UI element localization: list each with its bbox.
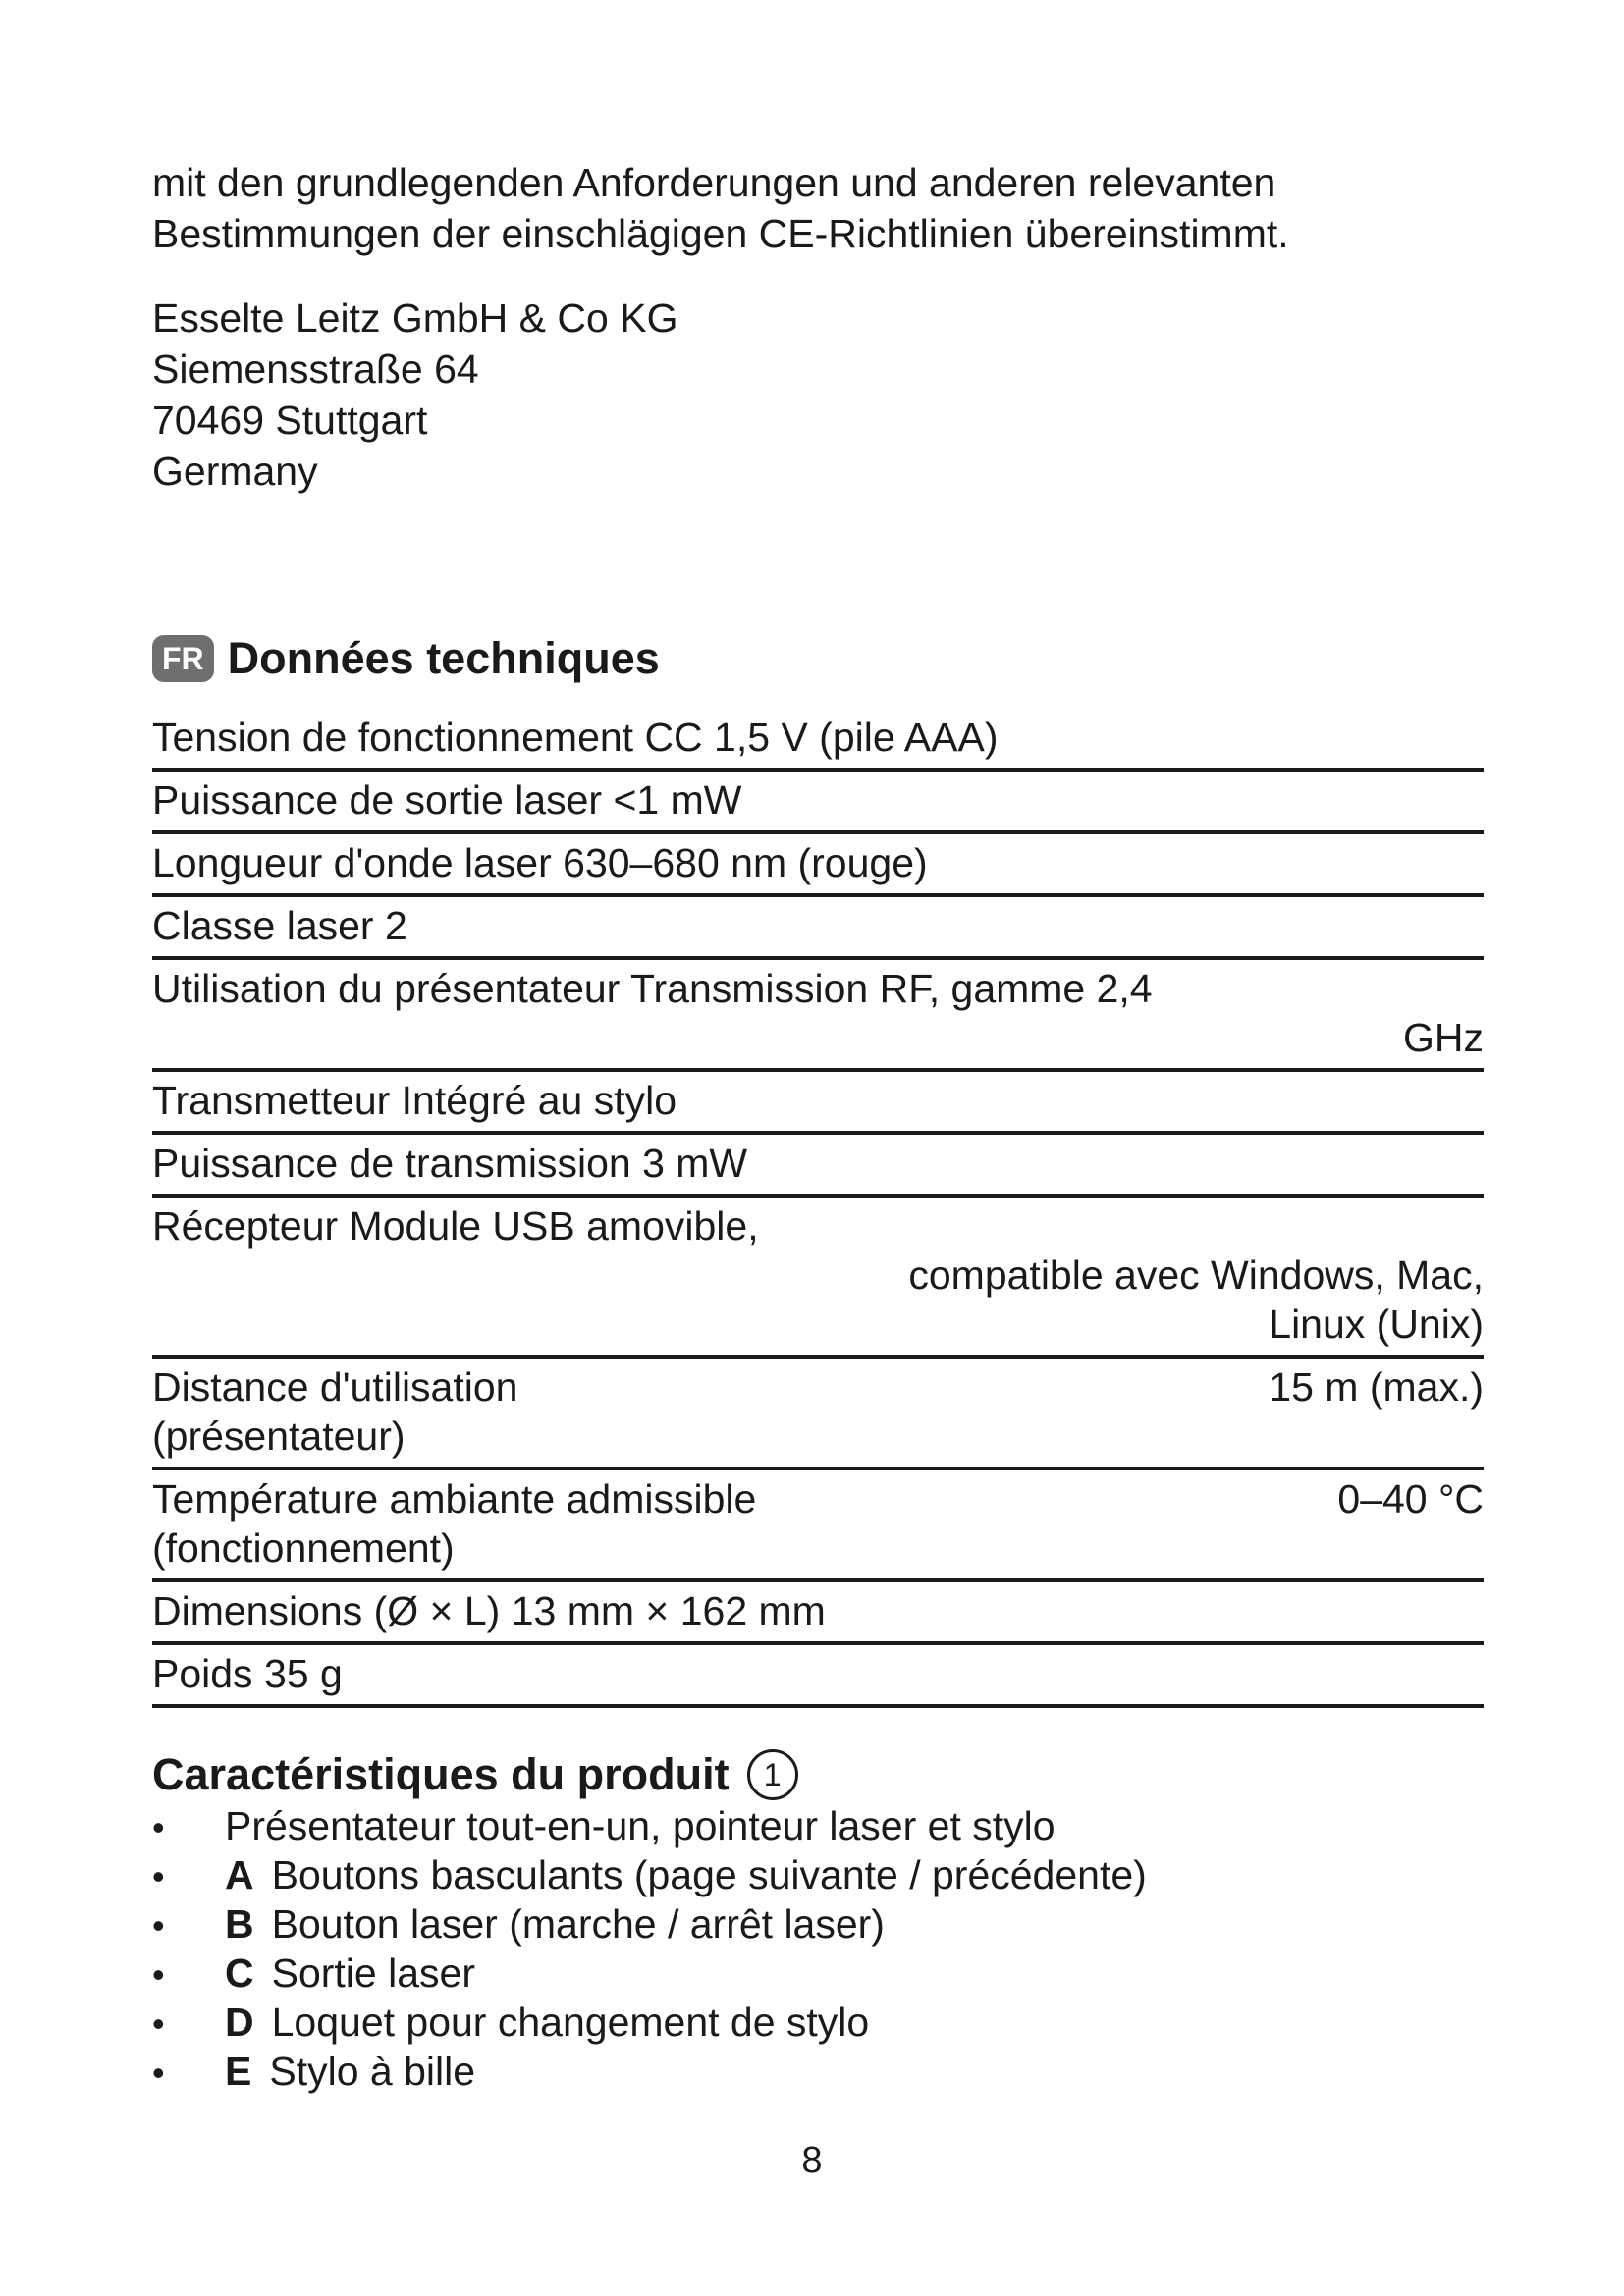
spec-text: Dimensions (Ø × L) 13 mm × 162 mm (152, 1588, 826, 1633)
spec-label (152, 1474, 859, 1573)
list-item (152, 1802, 1484, 1851)
list-item (152, 2048, 1484, 2097)
feature-key: B (225, 1901, 254, 1947)
feature-key: C (225, 1950, 254, 1996)
spec-text: Utilisation du présentateur Transmission RF, gamme 2,4 (152, 966, 1153, 1011)
spec-row (152, 1359, 1484, 1470)
bullet-icon: • (152, 1954, 165, 1995)
spec-row (152, 1582, 1484, 1645)
feature-text: Présentateur tout-en-un, pointeur laser et stylo (225, 1803, 1056, 1848)
spec-text: Poids 35 g (152, 1651, 343, 1696)
figure-reference-icon: 1 (747, 1749, 798, 1800)
spec-row (152, 897, 1484, 960)
feature-text: Stylo à bille (269, 2049, 476, 2094)
bullet-icon: • (152, 1807, 165, 1847)
spec-text: Puissance de transmission 3 mW (152, 1141, 748, 1186)
feature-key: A (225, 1852, 254, 1897)
list-item (152, 1999, 1484, 2048)
spec-row (152, 834, 1484, 897)
address-city: 70469 Stuttgart (152, 398, 428, 443)
features-title: Caractéristiques du produit (152, 1749, 730, 1799)
manufacturer-address (152, 293, 1484, 497)
spec-row (152, 772, 1484, 834)
spec-text: Classe laser 2 (152, 903, 407, 948)
spec-label-line: (fonctionnement) (152, 1525, 455, 1571)
page-number: 8 (801, 2140, 823, 2181)
spec-value: Linux (Unix) (1269, 1302, 1484, 1347)
feature-key: E (225, 2049, 252, 2094)
technical-data-table (152, 709, 1484, 1708)
spec-value: 0–40 °C (1337, 1476, 1484, 1522)
spec-value: GHz (1403, 1015, 1484, 1060)
spec-text: Puissance de sortie laser <1 mW (152, 777, 742, 823)
bullet-icon: • (152, 2053, 165, 2093)
spec-label-line: Distance d'utilisation (152, 1364, 518, 1410)
section-title: Données techniques (227, 633, 660, 683)
address-company: Esselte Leitz GmbH & Co KG (152, 295, 678, 341)
spec-text: Tension de fonctionnement CC 1,5 V (pile AAA) (152, 715, 999, 760)
list-item (152, 1900, 1484, 1949)
spec-row (152, 1645, 1484, 1708)
bullet-icon: • (152, 1856, 165, 1896)
spec-value: compatible avec Windows, Mac, (908, 1253, 1484, 1298)
bullet-icon: • (152, 2003, 165, 2044)
list-item (152, 1949, 1484, 1999)
feature-text: Loquet pour changement de stylo (271, 2000, 870, 2045)
intro-paragraph (152, 157, 1484, 259)
address-street: Siemensstraße 64 (152, 347, 479, 392)
spec-label-line: Température ambiante admissible (152, 1476, 757, 1522)
language-badge: FR (152, 635, 214, 682)
feature-text: Bouton laser (marche / arrêt laser) (271, 1901, 885, 1947)
spec-text: Récepteur Module USB amovible, (152, 1203, 759, 1249)
feature-text: Boutons basculants (page suivante / précédente) (271, 1852, 1147, 1897)
spec-label-line: (présentateur) (152, 1414, 406, 1459)
spec-row (152, 1198, 1484, 1359)
spec-row (152, 1135, 1484, 1198)
section-header (152, 624, 1484, 693)
features-heading (152, 1747, 1484, 1802)
feature-text: Sortie laser (271, 1950, 475, 1996)
spec-row (152, 960, 1484, 1072)
spec-row (152, 1072, 1484, 1135)
spec-text: Longueur d'onde laser 630–680 nm (rouge) (152, 840, 928, 885)
intro-line: mit den grundlegenden Anforderungen und anderen relevanten (152, 160, 1276, 205)
address-country: Germany (152, 449, 318, 494)
spec-label (152, 1362, 859, 1461)
spec-row (152, 709, 1484, 772)
intro-line: Bestimmungen der einschlägigen CE-Richtlinien übereinstimmt. (152, 211, 1289, 256)
spec-value: 15 m (max.) (1269, 1364, 1484, 1410)
spec-text: Transmetteur Intégré au stylo (152, 1078, 677, 1123)
bullet-icon: • (152, 1905, 165, 1946)
document-page (152, 157, 1484, 2097)
list-item (152, 1851, 1484, 1900)
feature-key: D (225, 2000, 254, 2045)
feature-list (152, 1802, 1484, 2097)
spec-row (152, 1470, 1484, 1582)
